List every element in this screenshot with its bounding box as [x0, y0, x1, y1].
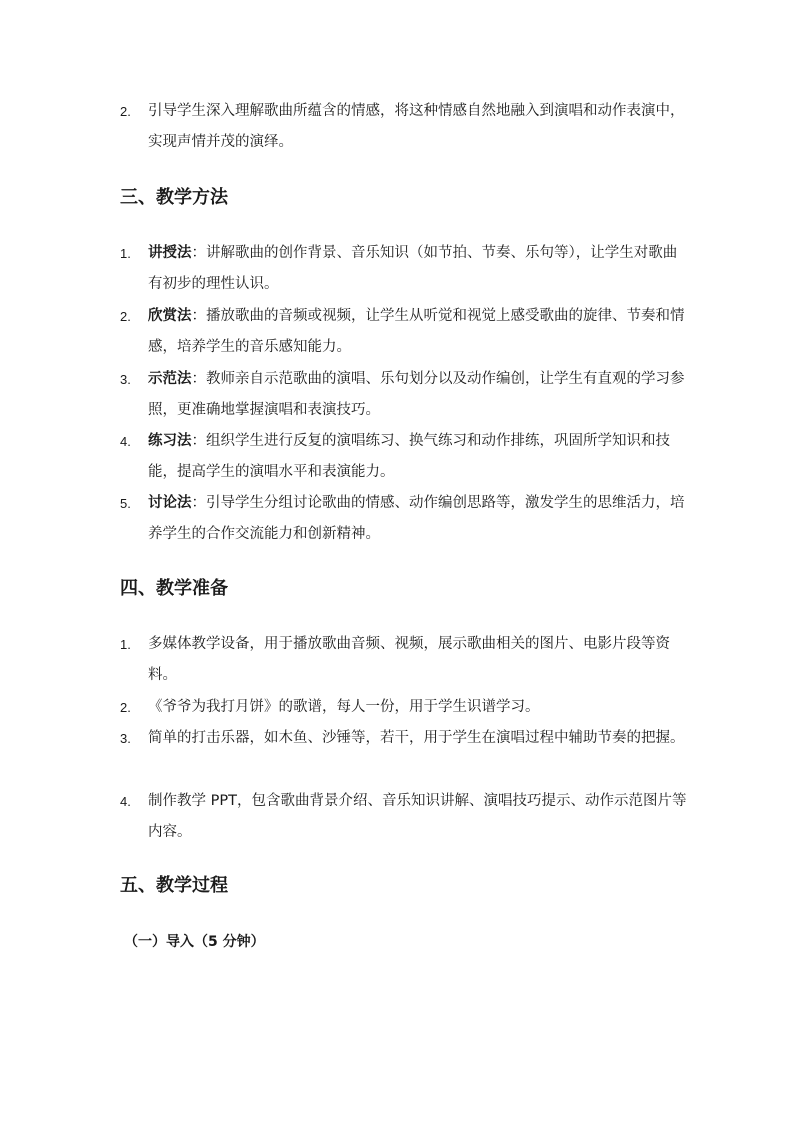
list-text: 多媒体教学设备，用于播放歌曲音频、视频，展示歌曲相关的图片、电影片段等资料。 — [148, 636, 670, 683]
list-text: 引导学生分组讨论歌曲的情感、动作编创思路等，激发学生的思维活力，培养学生的合作交流能力和创新精神。 — [148, 495, 685, 542]
list-text: 讲解歌曲的创作背景、音乐知识（如节拍、节奏、乐句等），让学生对歌曲有初步的理性认识。 — [148, 245, 678, 292]
method-term: 示范法 — [148, 371, 192, 387]
list-number: 2. — [120, 309, 131, 324]
list-item — [120, 364, 690, 426]
list-item — [120, 426, 690, 488]
list-number: 1. — [120, 246, 131, 261]
list-text: 教师亲自示范歌曲的演唱、乐句划分以及动作编创，让学生有直观的学习参照，更准确地掌握演唱和表演技巧。 — [148, 371, 685, 418]
list-number: 2. — [120, 700, 131, 715]
list-item — [120, 96, 690, 158]
list-number: 4. — [120, 434, 131, 449]
term-separator: ： — [191, 495, 206, 511]
list-text: 《爷爷为我打月饼》的歌谱，每人一份，用于学生识谱学习。 — [148, 699, 540, 715]
term-separator: ： — [191, 245, 206, 261]
list-number: 3. — [120, 731, 131, 746]
list-text: 播放歌曲的音频或视频，让学生从听觉和视觉上感受歌曲的旋律、节奏和情感，培养学生的音乐感知能力。 — [148, 308, 685, 355]
list-number: 2. — [120, 104, 131, 119]
term-separator: ： — [191, 308, 206, 324]
term-separator: ： — [191, 371, 206, 387]
list-number: 5. — [120, 496, 131, 511]
list-item — [120, 301, 690, 363]
list-item — [120, 629, 690, 691]
list-number: 1. — [120, 637, 131, 652]
subsection-heading-introduction: （一）导入（5 分钟） — [124, 934, 265, 950]
method-term: 讲授法 — [148, 245, 192, 261]
term-separator: ： — [191, 433, 206, 449]
list-text: 简单的打击乐器，如木鱼、沙锤等，若干，用于学生在演唱过程中辅助节奏的把握。 — [148, 730, 685, 746]
list-item — [120, 692, 690, 723]
section-heading-teaching-methods: 三、教学方法 — [120, 187, 228, 208]
list-item — [120, 786, 690, 848]
section-heading-teaching-preparation: 四、教学准备 — [120, 578, 228, 599]
list-number: 4. — [120, 794, 131, 809]
method-term: 练习法 — [148, 433, 192, 449]
method-term: 讨论法 — [148, 495, 192, 511]
list-item — [120, 723, 690, 754]
list-text: 组织学生进行反复的演唱练习、换气练习和动作排练，巩固所学知识和技能，提高学生的演唱水平和表演能力。 — [148, 433, 670, 480]
list-text: 制作教学 PPT，包含歌曲背景介绍、音乐知识讲解、演唱技巧提示、动作示范图片等内容。 — [148, 793, 687, 840]
list-item — [120, 238, 690, 300]
list-number: 3. — [120, 372, 131, 387]
section-heading-teaching-process: 五、教学过程 — [120, 875, 228, 896]
list-item — [120, 488, 690, 550]
method-term: 欣赏法 — [148, 308, 192, 324]
list-text: 引导学生深入理解歌曲所蕴含的情感，将这种情感自然地融入到演唱和动作表演中，实现声情并茂的演绎。 — [148, 103, 685, 150]
